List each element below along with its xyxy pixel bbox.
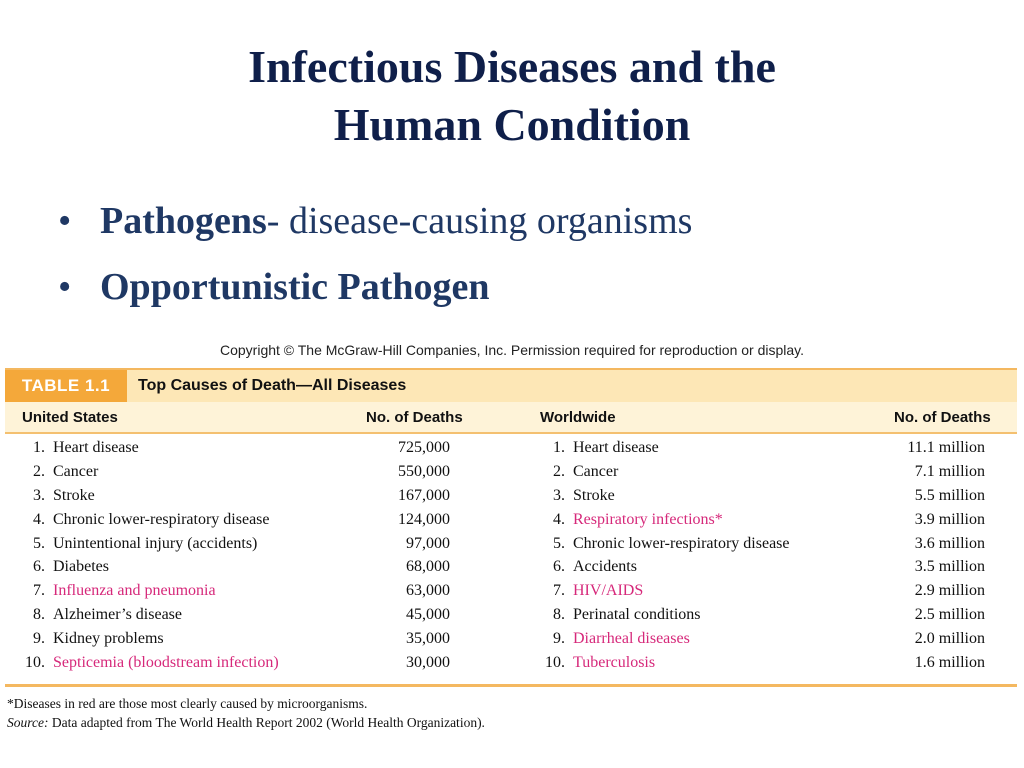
table-row (5, 460, 1017, 484)
table-column-headers (5, 402, 1017, 434)
table-bottom-rule (5, 684, 1017, 687)
world-rank: 10. (545, 654, 565, 672)
bullet-item (58, 254, 692, 320)
table-row (5, 555, 1017, 579)
source-text: Data adapted from The World Health Report 2002 (World Health Organization). (48, 715, 485, 730)
bullet-term: Pathogens (100, 200, 267, 242)
us-rank: 2. (33, 462, 45, 480)
world-deaths: 2.5 million (914, 606, 985, 624)
us-deaths: 30,000 (406, 654, 450, 672)
us-rank: 1. (33, 439, 45, 456)
world-deaths: 5.5 million (914, 486, 985, 504)
us-deaths: 68,000 (406, 558, 450, 576)
us-deaths: 167,000 (398, 486, 450, 504)
table-body (5, 436, 1017, 675)
us-rank: 5. (33, 534, 45, 552)
table-row (5, 579, 1017, 603)
world-rank: 4. (553, 510, 565, 528)
column-header-worldwide: Worldwide (540, 409, 616, 426)
world-rank: 6. (553, 558, 565, 576)
us-rank: 10. (25, 654, 45, 672)
us-deaths: 35,000 (406, 630, 450, 648)
us-rank: 7. (33, 582, 45, 600)
bullet-definition: - disease-causing organisms (266, 200, 693, 242)
bullet-term: Opportunistic Pathogen (100, 266, 490, 308)
us-deaths: 725,000 (398, 439, 450, 456)
world-cause: Heart disease (573, 439, 659, 456)
slide-title (0, 38, 1024, 154)
bullet-list (58, 188, 692, 320)
table-title: Top Causes of Death—All Diseases (138, 377, 407, 394)
us-rank: 4. (33, 510, 45, 528)
world-cause: Perinatal conditions (573, 606, 701, 624)
us-cause: Cancer (53, 462, 99, 480)
us-cause: Diabetes (53, 558, 109, 576)
us-cause: Unintentional injury (accidents) (53, 534, 258, 552)
world-rank: 1. (553, 439, 565, 456)
world-deaths: 1.6 million (914, 654, 985, 672)
table-row (5, 651, 1017, 675)
world-deaths: 3.5 million (914, 558, 985, 576)
world-cause: Diarrheal diseases (573, 630, 690, 648)
footnote: *Diseases in red are those most clearly caused by microorganisms. (7, 696, 368, 711)
table-row (5, 627, 1017, 651)
column-header-us-deaths: No. of Deaths (366, 409, 463, 426)
us-deaths: 550,000 (398, 462, 450, 480)
us-rank: 8. (33, 606, 45, 624)
world-cause: HIV/AIDS (573, 582, 644, 600)
source-line (7, 713, 485, 732)
column-header-world-deaths: No. of Deaths (894, 409, 991, 426)
us-cause: Stroke (53, 486, 95, 504)
world-rank: 9. (553, 630, 565, 648)
table-row (5, 436, 1017, 460)
table-number-tag: TABLE 1.1 (5, 370, 127, 402)
world-rank: 3. (553, 486, 565, 504)
world-deaths: 7.1 million (914, 462, 985, 480)
table-row (5, 603, 1017, 627)
world-deaths: 3.9 million (914, 510, 985, 528)
title-line-2: Human Condition (333, 99, 691, 150)
table-notes (7, 694, 485, 732)
world-cause: Chronic lower-respiratory disease (573, 534, 790, 552)
table-row (5, 484, 1017, 508)
world-cause: Accidents (573, 558, 637, 576)
column-header-us: United States (22, 409, 118, 426)
world-cause: Respiratory infections* (573, 510, 723, 528)
us-cause: Kidney problems (53, 630, 164, 648)
world-rank: 5. (553, 534, 565, 552)
copyright-notice: Copyright © The McGraw-Hill Companies, Inc. Permission required for reproduction or display. (219, 342, 805, 358)
us-rank: 9. (33, 630, 45, 648)
world-cause: Tuberculosis (573, 654, 656, 672)
us-rank: 6. (33, 558, 45, 576)
title-line-1: Infectious Diseases and the (248, 41, 776, 92)
us-cause: Influenza and pneumonia (53, 582, 216, 600)
us-deaths: 45,000 (406, 606, 450, 624)
world-rank: 7. (553, 582, 565, 600)
bullet-dot: • (58, 200, 72, 242)
us-deaths: 63,000 (406, 582, 450, 600)
source-label: Source: (7, 715, 49, 730)
us-cause: Chronic lower-respiratory disease (53, 510, 270, 528)
world-deaths: 3.6 million (914, 534, 985, 552)
us-cause: Septicemia (bloodstream infection) (53, 654, 279, 672)
world-deaths: 2.0 million (914, 630, 985, 648)
table-row (5, 508, 1017, 532)
world-deaths: 11.1 million (907, 439, 985, 456)
table-row (5, 532, 1017, 556)
us-deaths: 124,000 (398, 510, 450, 528)
world-rank: 8. (553, 606, 565, 624)
table-header-bar (5, 368, 1017, 404)
us-cause: Alzheimer’s disease (53, 606, 182, 624)
world-cause: Cancer (573, 462, 619, 480)
bullet-dot: • (58, 266, 72, 308)
world-rank: 2. (553, 462, 565, 480)
us-rank: 3. (33, 486, 45, 504)
world-deaths: 2.9 million (914, 582, 985, 600)
world-cause: Stroke (573, 486, 615, 504)
bullet-item (58, 188, 692, 254)
us-cause: Heart disease (53, 439, 139, 456)
us-deaths: 97,000 (406, 534, 450, 552)
